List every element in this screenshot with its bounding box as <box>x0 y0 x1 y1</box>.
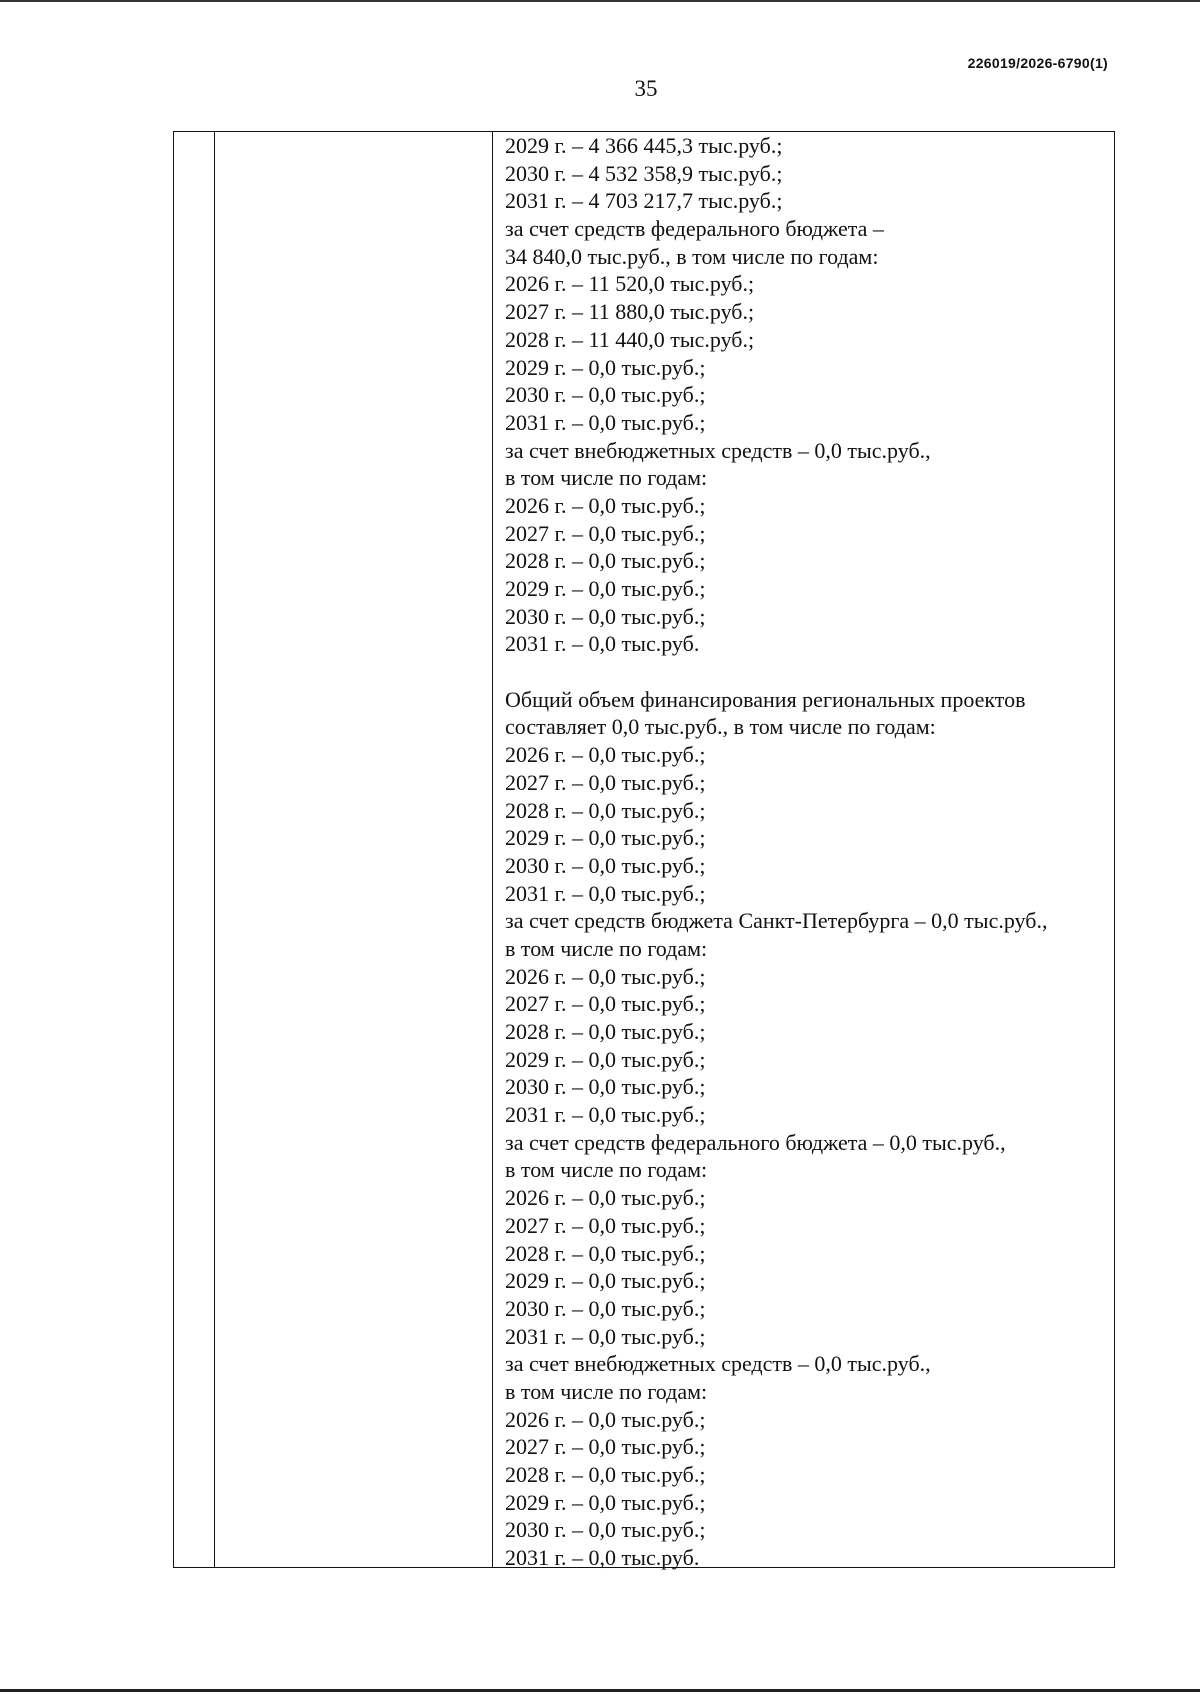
text-line: 2026 г. – 0,0 тыс.руб.; <box>505 1185 706 1211</box>
text-line: 2031 г. – 4 703 217,7 тыс.руб.; <box>505 188 783 214</box>
text-line: за счет средств федерального бюджета – <box>505 216 884 242</box>
text-line: 2029 г. – 0,0 тыс.руб.; <box>505 354 706 380</box>
text-line: 2031 г. – 0,0 тыс.руб.; <box>505 409 706 435</box>
text-line: 2028 г. – 0,0 тыс.руб.; <box>505 548 706 574</box>
text-line: за счет внебюджетных средств – 0,0 тыс.руб., <box>505 1351 931 1377</box>
text-line: 2029 г. – 0,0 тыс.руб.; <box>505 825 706 851</box>
table-column-divider-1 <box>214 132 215 1567</box>
text-line: 2031 г. – 0,0 тыс.руб.; <box>505 1102 706 1128</box>
text-line: 2028 г. – 0,0 тыс.руб.; <box>505 797 706 823</box>
text-line: 2030 г. – 0,0 тыс.руб.; <box>505 603 706 629</box>
scan-edge-top <box>0 0 1200 2</box>
text-line: 2030 г. – 0,0 тыс.руб.; <box>505 1295 706 1321</box>
blank-line <box>505 658 1110 686</box>
text-line: 2029 г. – 0,0 тыс.руб.; <box>505 1489 706 1515</box>
document-registration-number: 226019/2026-6790(1) <box>967 55 1108 71</box>
text-line: 2030 г. – 0,0 тыс.руб.; <box>505 1074 706 1100</box>
text-line: в том числе по годам: <box>505 935 708 961</box>
text-line: за счет внебюджетных средств – 0,0 тыс.руб., <box>505 437 931 463</box>
page-number: 35 <box>634 76 658 101</box>
text-line: 2030 г. – 4 532 358,9 тыс.руб.; <box>505 160 783 186</box>
text-line: 2028 г. – 0,0 тыс.руб.; <box>505 1462 706 1487</box>
text-line: 34 840,0 тыс.руб., в том числе по годам: <box>505 243 879 269</box>
text-line: 2027 г. – 0,0 тыс.руб.; <box>505 1434 706 1460</box>
text-line: в том числе по годам: <box>505 1378 708 1404</box>
text-line: Общий объем финансирования региональных проектов <box>505 686 1026 712</box>
text-line: 2026 г. – 0,0 тыс.руб.; <box>505 742 706 768</box>
financing-table <box>173 131 1115 1571</box>
text-line: 2026 г. – 11 520,0 тыс.руб.; <box>505 271 755 297</box>
text-line: 2030 г. – 0,0 тыс.руб.; <box>505 382 706 408</box>
text-line: в том числе по годам: <box>505 1157 708 1183</box>
text-line: 2027 г. – 0,0 тыс.руб.; <box>505 1212 706 1238</box>
text-line: 2029 г. – 0,0 тыс.руб.; <box>505 1268 706 1294</box>
text-line: 2027 г. – 0,0 тыс.руб.; <box>505 991 706 1017</box>
text-line: 2027 г. – 0,0 тыс.руб.; <box>505 769 706 795</box>
text-line: за счет средств бюджета Санкт-Петербурга – 0,0 тыс.руб., <box>505 908 1048 934</box>
scan-edge-bottom <box>0 1689 1200 1692</box>
table-column-divider-2 <box>492 132 493 1567</box>
text-line: 2028 г. – 0,0 тыс.руб.; <box>505 1240 706 1266</box>
text-line: 2026 г. – 0,0 тыс.руб.; <box>505 492 706 518</box>
financing-details-cell <box>505 132 1110 1572</box>
text-line: составляет 0,0 тыс.руб., в том числе по годам: <box>505 714 936 740</box>
text-line: 2031 г. – 0,0 тыс.руб. <box>505 631 700 657</box>
text-line: 2031 г. – 0,0 тыс.руб. <box>505 1545 700 1571</box>
text-line: 2031 г. – 0,0 тыс.руб.; <box>505 1323 706 1349</box>
text-line: за счет средств федерального бюджета – 0,0 тыс.руб., <box>505 1129 1006 1155</box>
text-line: 2027 г. – 0,0 тыс.руб.; <box>505 520 706 546</box>
text-line: в том числе по годам: <box>505 465 708 491</box>
text-line: 2031 г. – 0,0 тыс.руб.; <box>505 880 706 906</box>
text-line: 2028 г. – 11 440,0 тыс.руб.; <box>505 326 755 352</box>
text-line: 2029 г. – 0,0 тыс.руб.; <box>505 1046 706 1072</box>
text-line: 2028 г. – 0,0 тыс.руб.; <box>505 1019 706 1044</box>
text-line: 2026 г. – 0,0 тыс.руб.; <box>505 963 706 989</box>
text-line: 2026 г. – 0,0 тыс.руб.; <box>505 1406 706 1432</box>
text-line: 2027 г. – 11 880,0 тыс.руб.; <box>505 299 755 325</box>
text-line: 2029 г. – 4 366 445,3 тыс.руб.; <box>505 133 783 158</box>
text-line: 2029 г. – 0,0 тыс.руб.; <box>505 576 706 601</box>
text-line: 2030 г. – 0,0 тыс.руб.; <box>505 1517 706 1543</box>
text-line: 2030 г. – 0,0 тыс.руб.; <box>505 852 706 878</box>
